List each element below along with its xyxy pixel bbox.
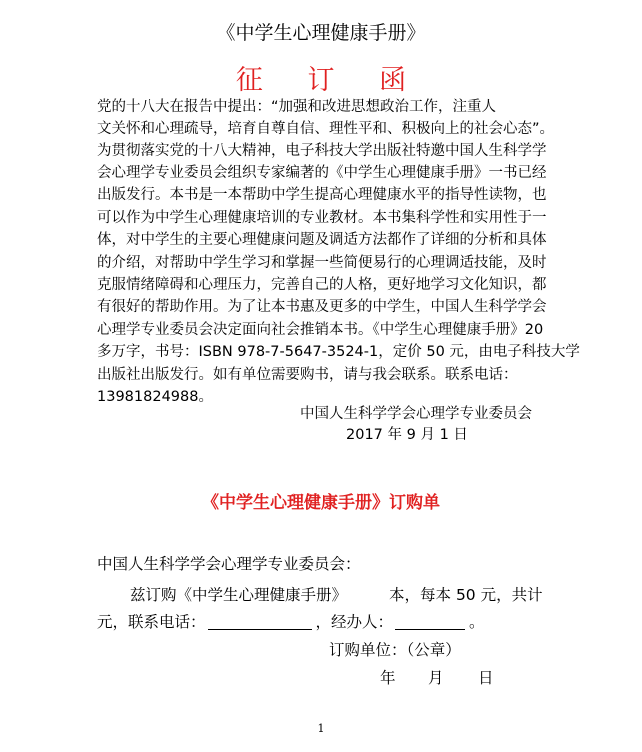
letter-line: 克服情绪障碍和心理压力，完善自己的人格，更好地学习文化知识，都 <box>97 277 547 293</box>
order-line-quantity <box>130 583 543 605</box>
order-recipient: 中国人生科学学会心理学专业委员会： <box>97 555 361 573</box>
order-text: 本，每本 50 元，共计 <box>389 586 543 604</box>
order-form-title: 《中学生心理健康手册》订购单 <box>202 493 440 513</box>
letter-line: 有很好的帮助作用。为了让本书惠及更多的中学生，中国人生科学学会 <box>97 299 547 315</box>
letter-line: 多万字，书号：ISBN 978-7-5647-3524-1，定价 50 元，由电子科技大学 <box>97 344 580 360</box>
order-unit-label: 订购单位：（公章） <box>329 641 461 659</box>
quantity-field[interactable] <box>347 587 389 603</box>
letter-line: 可以作为中学生心理健康培训的专业教材。本书集科学性和实用性于一 <box>97 210 547 226</box>
letter-heading: 征 订 函 <box>235 65 425 96</box>
order-text: ，经办人： <box>315 613 394 631</box>
letter-line: 文关怀和心理疏导，培育自尊自信、理性平和、积极向上的社会心态”。 <box>97 121 555 137</box>
letter-line: 出版社出版发行。如有单位需要购书，请与我会联系。联系电话： <box>97 367 518 383</box>
letter-line: 出版发行。本书是一本帮助中学生提高心理健康水平的指导性读物，也 <box>97 187 547 203</box>
date-day-label: 日 <box>478 669 494 687</box>
letter-line: 为贯彻落实党的十八大精神，电子科技大学出版社特邀中国人生科学学 <box>97 143 547 159</box>
handler-field[interactable] <box>395 613 465 630</box>
letter-line: 13981824988。 <box>97 389 213 405</box>
order-text: 元，联系电话： <box>97 613 206 631</box>
order-line-contact <box>97 610 485 632</box>
letter-line: 心理学专业委员会决定面向社会推销本书。《中学生心理健康手册》20 <box>97 322 544 338</box>
signature-organization: 中国人生科学学会心理学专业委员会 <box>300 406 532 422</box>
letter-line: 会心理学专业委员会组织专家编著的《中学生心理健康手册》一书已经 <box>97 165 547 181</box>
order-text: 。 <box>469 613 485 631</box>
letter-line: 体，对中学生的主要心理健康问题及调适方法都作了详细的分析和具体 <box>97 232 547 248</box>
letter-line: 的介绍，对帮助中学生学习和掌握一些简便易行的心理调适技能，及时 <box>97 255 547 271</box>
document-title: 《中学生心理健康手册》 <box>216 22 426 44</box>
date-month-label: 月 <box>428 669 444 687</box>
page-number: 1 <box>317 722 325 735</box>
phone-field[interactable] <box>208 613 312 630</box>
date-year-label: 年 <box>380 669 396 687</box>
order-text: 兹订购《中学生心理健康手册》 <box>130 586 348 604</box>
letter-line: 党的十八大在报告中提出：“加强和改进思想政治工作，注重人 <box>97 99 497 115</box>
signature-date: 2017 年 9 月 1 日 <box>346 427 468 443</box>
